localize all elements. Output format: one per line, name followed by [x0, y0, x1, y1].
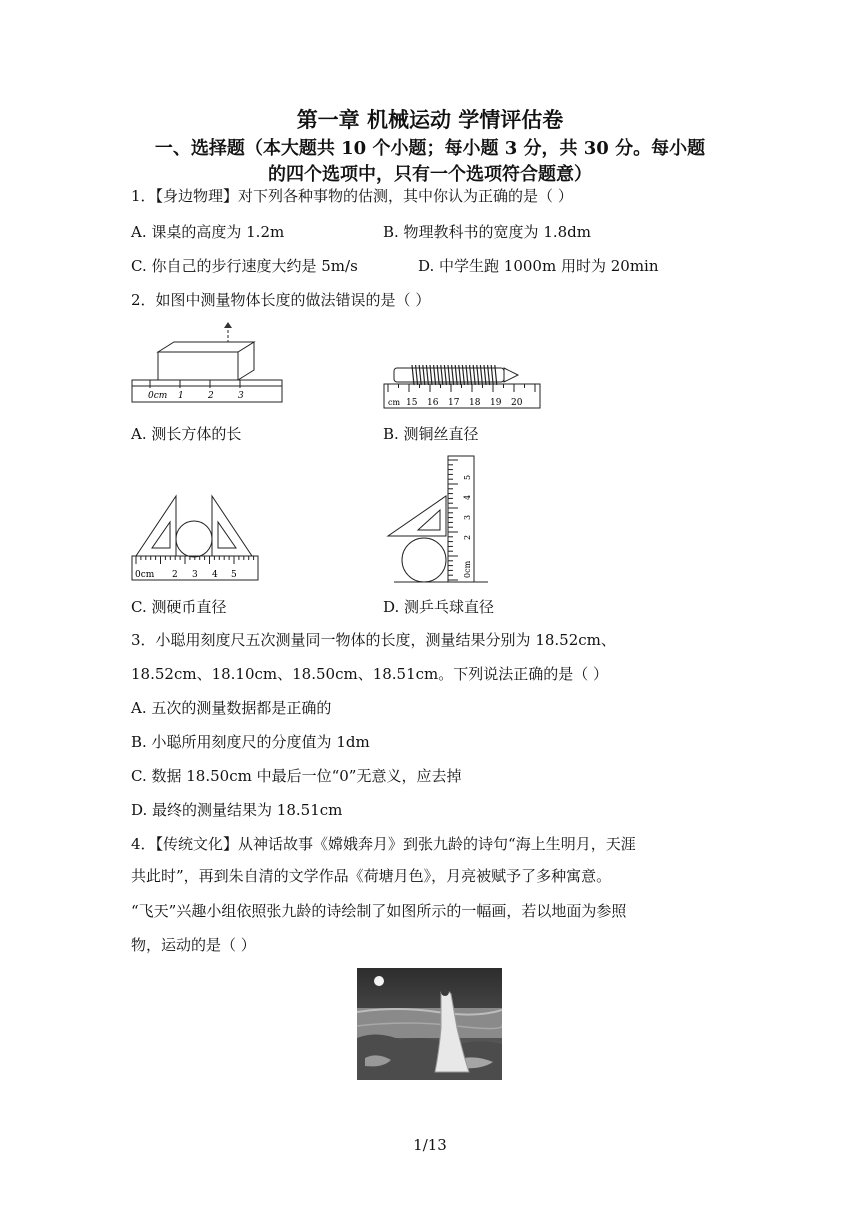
q2-option-a: A. 测长方体的长 — [131, 425, 242, 443]
q1-option-c: C. 你自己的步行速度大约是 5m/s — [131, 257, 358, 275]
section-heading-line-2: 的四个选项中，只有一个选项符合题意） — [268, 164, 592, 185]
q3-stem-line-1: 3．小聪用刻度尺五次测量同一物体的长度，测量结果分别为 18.52cm、 — [131, 631, 616, 649]
fig-d-tick-2: 2 — [463, 534, 472, 540]
q1-option-a: A. 课桌的高度为 1.2m — [131, 223, 285, 241]
fig-b-tick-19: 19 — [490, 398, 502, 408]
fig-b-tick-20: 20 — [511, 398, 523, 408]
fig-c-tick-3: 3 — [192, 570, 198, 580]
fig-c-tick-4: 4 — [212, 570, 218, 580]
figure-coil-ruler — [382, 350, 542, 412]
q2-option-b: B. 测铜丝直径 — [383, 425, 479, 443]
fig-a-tick-0: 0cm — [148, 391, 168, 401]
fig-d-tick-5: 5 — [463, 474, 472, 480]
q4-stem-line-4: 物，运动的是（ ） — [131, 936, 256, 954]
q3-option-b: B. 小聪所用刻度尺的分度值为 1dm — [131, 733, 370, 751]
fig-a-tick-1: 1 — [178, 391, 184, 401]
fig-b-tick-17: 17 — [448, 398, 460, 408]
figure-box-ruler — [128, 320, 288, 410]
figure-coin-triangles — [130, 492, 260, 586]
fig-a-tick-2: 2 — [208, 391, 214, 401]
q4-stem-line-2: 共此时”，再到朱自清的文学作品《荷塘月色》，月亮被赋予了多种寓意。 — [131, 867, 612, 885]
fig-b-tick-15: 15 — [406, 398, 418, 408]
page-number: 1/13 — [413, 1136, 447, 1154]
fig-d-tick-3: 3 — [463, 514, 472, 520]
fig-d-tick-0: 0cm — [463, 560, 472, 578]
q1-option-d: D. 中学生跑 1000m 用时为 20min — [418, 257, 659, 275]
figure-moonlit-sea-painting — [357, 968, 502, 1080]
fig-d-tick-4: 4 — [463, 494, 472, 500]
q4-stem-line-3: “飞天”兴趣小组依照张九龄的诗绘制了如图所示的一幅画，若以地面为参照 — [131, 902, 627, 920]
q3-option-a: A. 五次的测量数据都是正确的 — [131, 699, 332, 717]
q2-option-d: D. 测乒乓球直径 — [383, 598, 495, 616]
q2-option-c: C. 测硬币直径 — [131, 598, 227, 616]
q4-stem-line-1: 4．【传统文化】从神话故事《嫦娥奔月》到张九龄的诗句“海上生明月，天涯 — [131, 835, 636, 853]
section-heading-line-1: 一、选择题（本大题共 10 个小题；每小题 3 分，共 30 分。每小题 — [154, 138, 706, 159]
q3-option-d: D. 最终的测量结果为 18.51cm — [131, 801, 343, 819]
q1-stem: 1．【身边物理】对下列各种事物的估测，其中你认为正确的是（ ） — [131, 187, 573, 205]
q3-option-c: C. 数据 18.50cm 中最后一位“0”无意义，应去掉 — [131, 767, 462, 785]
fig-b-unit: cm — [388, 398, 401, 407]
fig-b-tick-18: 18 — [469, 398, 481, 408]
fig-b-tick-16: 16 — [427, 398, 439, 408]
q2-stem: 2．如图中测量物体长度的做法错误的是（ ） — [131, 291, 431, 309]
fig-c-tick-0: 0cm — [135, 570, 155, 580]
fig-a-tick-3: 3 — [238, 391, 244, 401]
fig-c-tick-2: 2 — [172, 570, 178, 580]
q1-option-b: B. 物理教科书的宽度为 1.8dm — [383, 223, 592, 241]
fig-c-tick-5: 5 — [231, 570, 237, 580]
figure-ball-vertical-ruler — [384, 452, 494, 588]
section-heading — [130, 136, 730, 188]
q3-stem-line-2: 18.52cm、18.10cm、18.50cm、18.51cm。下列说法正确的是（ ） — [131, 665, 609, 683]
page-title: 第一章 机械运动 学情评估卷 — [296, 107, 564, 132]
